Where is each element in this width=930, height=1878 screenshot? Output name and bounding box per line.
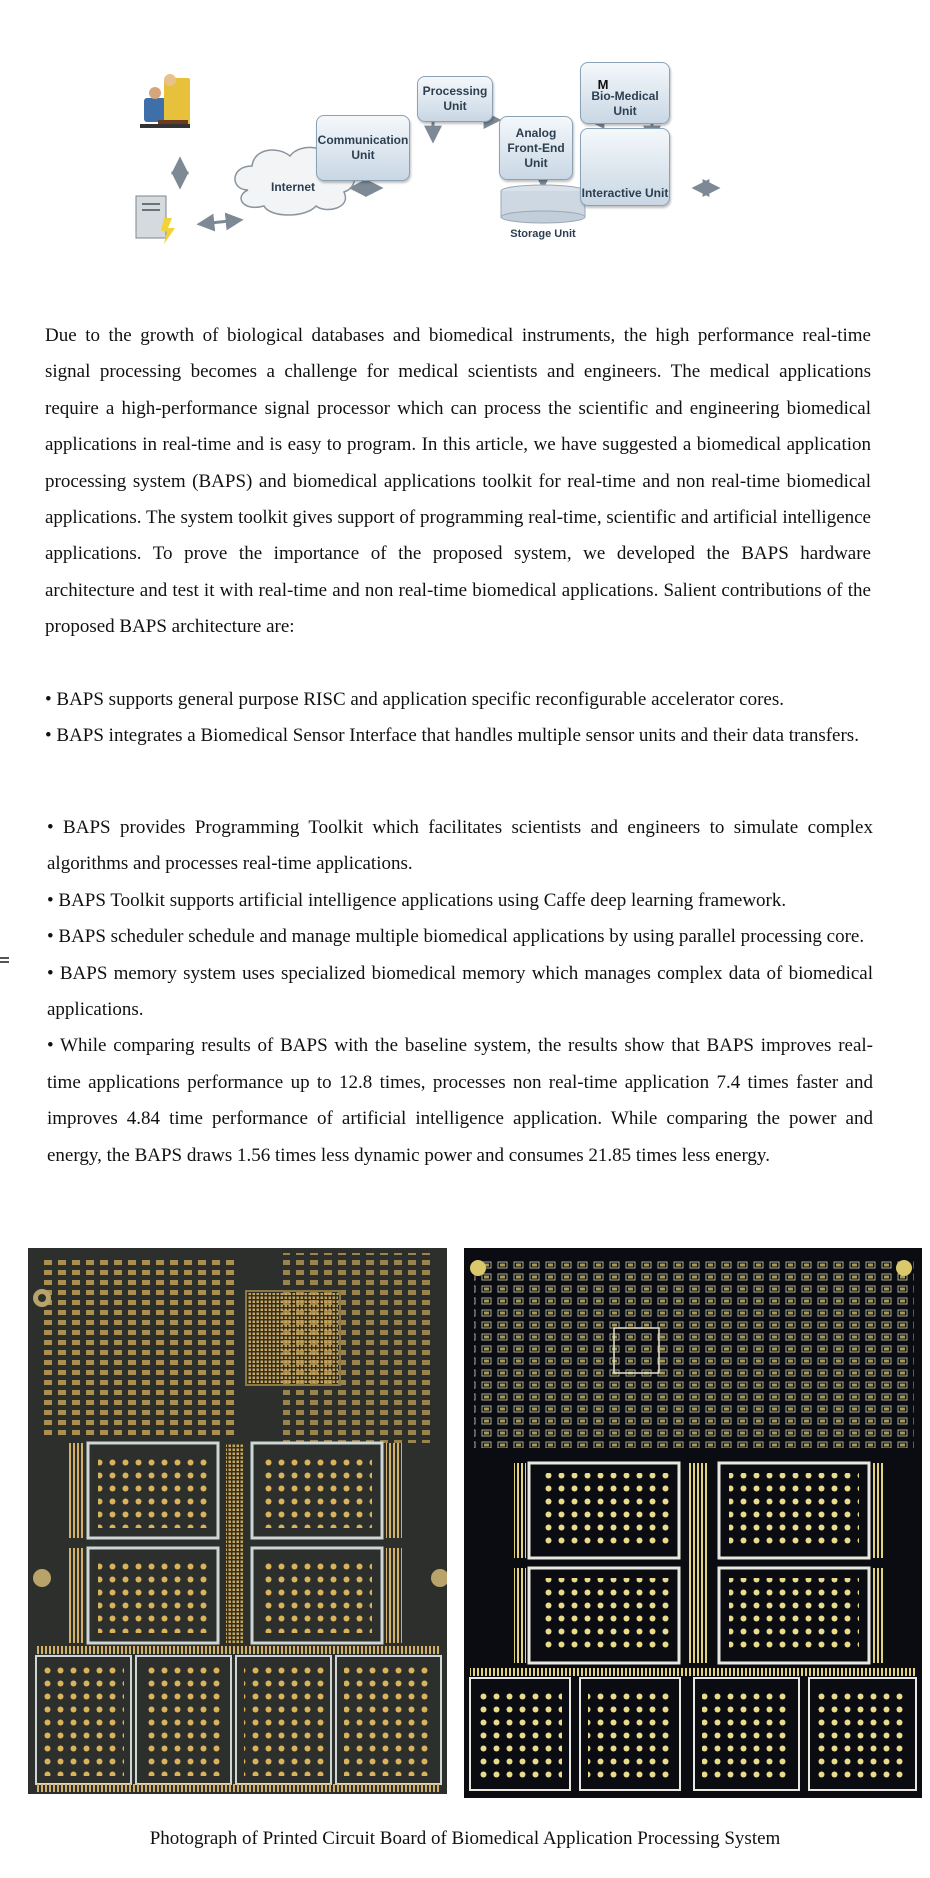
internet-label: Internet [270,180,315,194]
list-item: • BAPS provides Programming Toolkit which facilitates scientists and engineers to simulate complex algorithms and processes real-time applications. [47,817,873,875]
page-edge-marker [0,957,9,967]
processing-unit-box [417,76,493,122]
afe-unit-box [499,116,573,180]
list-item: • BAPS Toolkit supports artificial intelligence applications using Caffe deep learning framework. [47,889,787,911]
pcb-left-drawing [28,1248,447,1794]
list-item: • BAPS integrates a Biomedical Sensor Interface that handles multiple sensor units and their data transfers. [45,725,859,747]
biomedical-unit-label: Bio-Medical Unit [591,89,659,118]
pcb-right-drawing [464,1248,922,1798]
figure-caption: Photograph of Printed Circuit Board of Biomedical Application Processing System [149,1828,781,1849]
list-item: • BAPS supports general purpose RISC and application specific reconfigurable accelerator cores. [45,689,784,710]
system-block-diagram [130,68,800,253]
pcb-photo-left [28,1248,447,1794]
intro-paragraph: Due to the growth of biological databases and biomedical instruments, the high performance real-time signal processing becomes a challenge for medical scientists and engineers. The medical applications require a high-performance signal processor which can process the scientific and engineering biomedical applications in real-time and is easy to program. In this article, we have suggested a biomedical application processing system (BAPS) and biomedical applications toolkit for real-time and non real-time biomedical applications. The system toolkit gives support of programming real-time, scientific and artificial intelligence applications. To prove the importance of the proposed system, we developed the BAPS hardware architecture and test it with real-time and non real-time biomedical applications. Salient contributions of the proposed BAPS architecture are: [45,325,871,638]
afe-unit-label: Analog Front-End Unit [507,125,565,170]
communication-unit-box [316,115,410,181]
processing-unit-label: Processing Unit [422,84,488,113]
pcb-photo-right [464,1248,922,1798]
intro-paragraph-block [45,318,871,646]
contributions-list-b [47,810,873,1174]
biomedical-unit-box [580,62,670,124]
interactive-unit-box [580,128,670,206]
communication-unit-label: Communication Unit [317,133,409,162]
list-item: • BAPS memory system uses specialized biomedical memory which manages complex data of biomedical applications. [47,962,873,1021]
users-workstation-icon [140,74,190,128]
contributions-list-a [45,682,871,755]
storage-unit-label: Storage Unit [510,228,576,240]
list-item: • While comparing results of BAPS with the baseline system, the results show that BAPS improves real-time applications performance up to 12.8 times, processes non real-time application 7.4 times faster and improves 4.84 time performance of artificial intelligence application. While comparing the power and energy, the BAPS draws 1.56 times less dynamic power and consumes 21.85 times less energy. [47,1035,873,1166]
interactive-unit-label: Interactive Unit [581,186,669,200]
list-item: • BAPS scheduler schedule and manage multiple biomedical applications by using parallel processing core. [47,926,865,948]
server-icon [136,196,175,244]
biomedical-icon-letter: M [597,77,609,92]
